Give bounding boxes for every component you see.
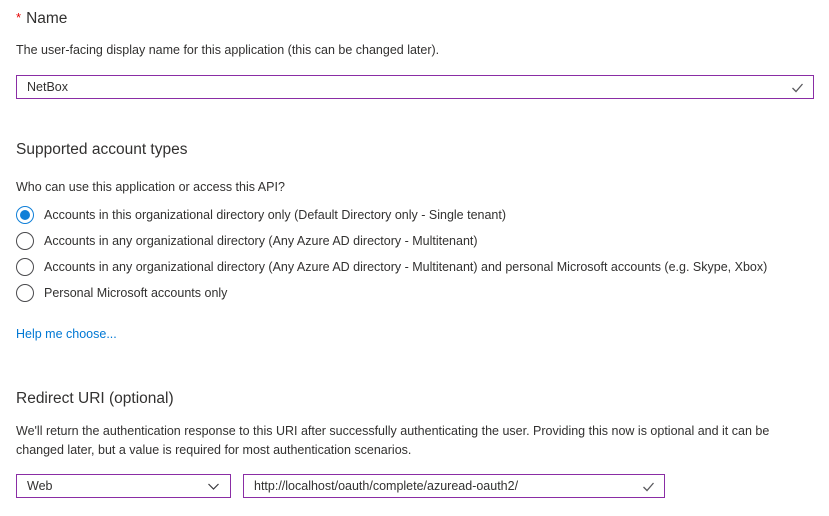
name-input-container — [16, 75, 814, 99]
platform-select-value: Web — [27, 479, 53, 493]
name-field-label-text: Name — [26, 10, 68, 27]
account-types-radio-group — [16, 206, 767, 310]
radio-option-multitenant-personal[interactable] — [16, 258, 767, 276]
required-asterisk: * — [16, 10, 22, 25]
redirect-uri-input[interactable] — [243, 474, 665, 498]
redirect-uri-heading: Redirect URI (optional) — [16, 390, 174, 407]
supported-account-types-heading: Supported account types — [16, 141, 188, 158]
radio-button-icon[interactable] — [16, 258, 34, 276]
name-input[interactable] — [16, 75, 814, 99]
redirect-uri-input-container — [243, 474, 665, 498]
help-me-choose-link[interactable]: Help me choose... — [16, 327, 117, 341]
redirect-uri-description: We'll return the authentication response to this URI after successfully authenticating the user. Providing this now is optional and it can be changed later, but a value is required for most authentication scenarios. — [16, 424, 770, 457]
radio-button-icon[interactable] — [16, 284, 34, 302]
radio-button-icon[interactable] — [16, 232, 34, 250]
account-types-question: Who can use this application or access this API? — [16, 180, 285, 194]
radio-option-label: Accounts in any organizational directory (Any Azure AD directory - Multitenant) — [44, 234, 478, 248]
radio-option-single-tenant[interactable] — [16, 206, 767, 224]
radio-option-label: Personal Microsoft accounts only — [44, 286, 228, 300]
name-field-description: The user-facing display name for this application (this can be changed later). — [16, 43, 440, 57]
radio-option-label: Accounts in any organizational directory (Any Azure AD directory - Multitenant) and personal Microsoft accounts (e.g. Skype, Xbox) — [44, 260, 768, 274]
chevron-down-icon — [205, 478, 222, 495]
radio-option-multitenant[interactable] — [16, 232, 767, 250]
name-field-label — [16, 10, 67, 28]
radio-button-icon[interactable] — [16, 206, 34, 224]
platform-select[interactable] — [16, 474, 231, 498]
radio-option-label: Accounts in this organizational directory only (Default Directory only - Single tenant) — [44, 208, 507, 222]
radio-option-personal-only[interactable] — [16, 284, 767, 302]
